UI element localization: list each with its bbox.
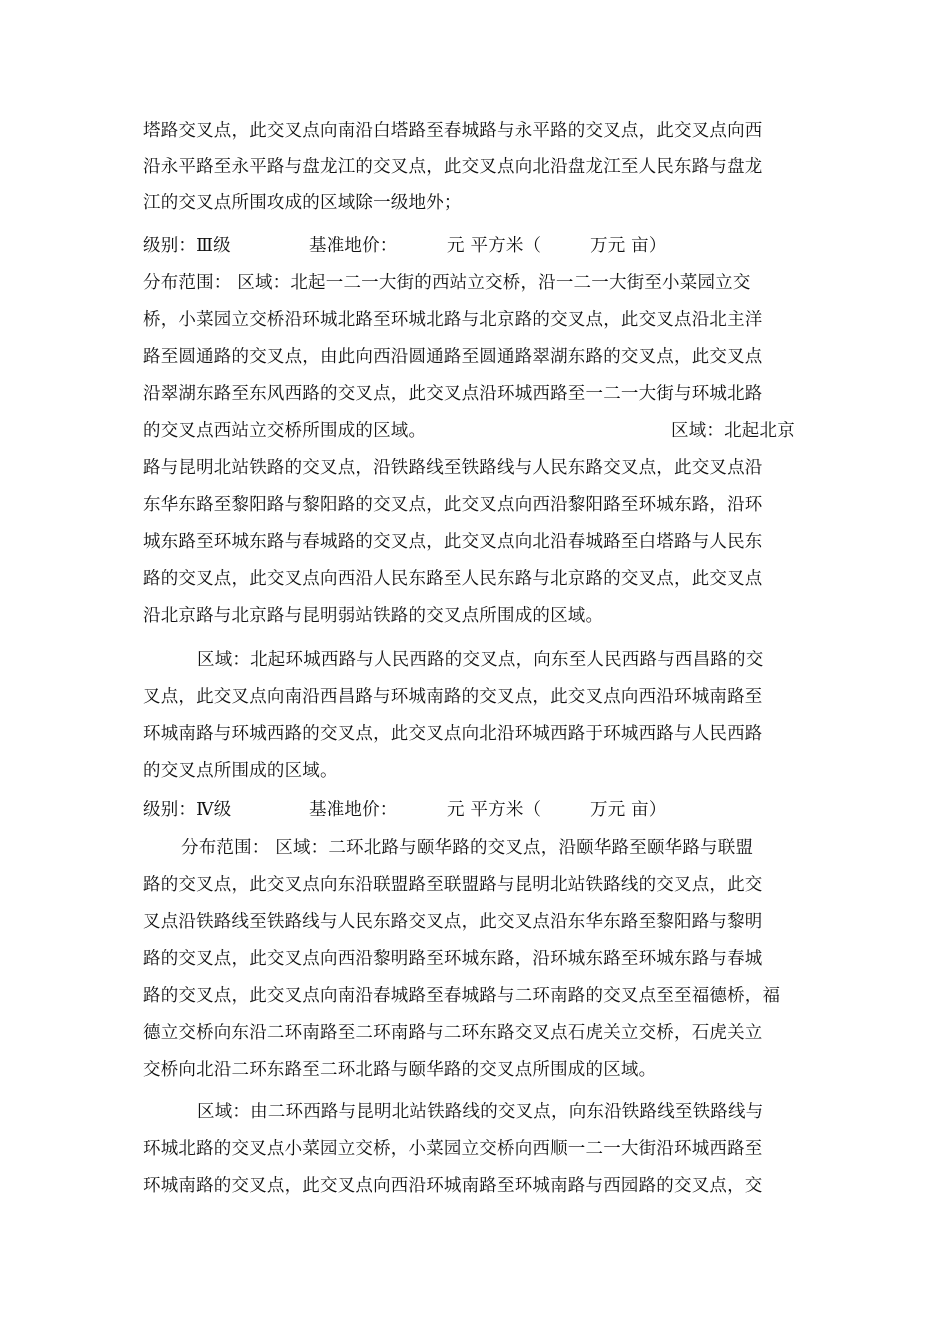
text-line: 区域：北起环城西路与人民西路的交叉点，向东至人民西路与西昌路的交 [197, 650, 764, 670]
text-line: 的交叉点所围成的区域。 [143, 761, 338, 781]
text-line: 路至圆通路的交叉点，由此向西沿圆通路至圆通路翠湖东路的交叉点，此交叉点 [143, 347, 763, 367]
price-unit-sqm: 元 平方米（ [447, 236, 542, 256]
text-line: 叉点沿铁路线至铁路线与人民东路交叉点，此交叉点沿东华东路至黎阳路与黎明 [143, 912, 763, 932]
text-line: 沿北京路与北京路与昆明弱站铁路的交叉点所围成的区域。 [143, 606, 604, 626]
text-line: 区域：北起北京 [671, 421, 795, 441]
text-line: 环城南路的交叉点，此交叉点向西沿环城南路至环城南路与西园路的交叉点，交 [143, 1176, 763, 1196]
text-line: 塔路交叉点，此交叉点向南沿白塔路至春城路与永平路的交叉点，此交叉点向西 [143, 121, 763, 141]
text-line: 的交叉点西站立交桥所围成的区域。 [143, 421, 427, 441]
text-line: 德立交桥向东沿二环南路至二环南路与二环东路交叉点石虎关立交桥，石虎关立 [143, 1023, 763, 1043]
text-line: 路的交叉点，此交叉点向西沿人民东路至人民东路与北京路的交叉点，此交叉点 [143, 569, 763, 589]
text-line: 东华东路至黎阳路与黎阳路的交叉点，此交叉点向西沿黎阳路至环城东路，沿环 [143, 495, 763, 515]
text-line: 分布范围： 区域：北起一二一大街的西站立交桥，沿一二一大街至小菜园立交 [143, 273, 751, 293]
base-price-label: 基准地价： [309, 800, 398, 820]
text-line: 环城北路的交叉点小菜园立交桥，小菜园立交桥向西顺一二一大街沿环城西路至 [143, 1139, 763, 1159]
text-line: 沿翠湖东路至东风西路的交叉点，此交叉点沿环城西路至一二一大街与环城北路 [143, 384, 763, 404]
text-line: 桥，小菜园立交桥沿环城北路至环城北路与北京路的交叉点，此交叉点沿北主洋 [143, 310, 763, 330]
text-line: 路的交叉点，此交叉点向东沿联盟路至联盟路与昆明北站铁路线的交叉点，此交 [143, 875, 763, 895]
level-label: 级别：Ⅲ级 [143, 236, 231, 256]
text-line: 环城南路与环城西路的交叉点，此交叉点向北沿环城西路于环城西路与人民西路 [143, 724, 763, 744]
text-line: 路与昆明北站铁路的交叉点，沿铁路线至铁路线与人民东路交叉点，此交叉点沿 [143, 458, 763, 478]
text-line: 江的交叉点所围攻成的区域除一级地外； [143, 193, 462, 213]
text-line: 城东路至环城东路与春城路的交叉点，此交叉点向北沿春城路至白塔路与人民东 [143, 532, 763, 552]
text-line: 区域：由二环西路与昆明北站铁路线的交叉点，向东沿铁路线至铁路线与 [197, 1102, 764, 1122]
base-price-label: 基准地价： [309, 236, 398, 256]
text-line: 路的交叉点，此交叉点向西沿黎明路至环城东路，沿环城东路至环城东路与春城 [143, 949, 763, 969]
text-line: 分布范围： 区域：二环北路与颐华路的交叉点，沿颐华路至颐华路与联盟 [181, 838, 754, 858]
text-line: 交桥向北沿二环东路至二环北路与颐华路的交叉点所围成的区域。 [143, 1060, 657, 1080]
text-line: 叉点，此交叉点向南沿西昌路与环城南路的交叉点，此交叉点向西沿环城南路至 [143, 687, 763, 707]
price-unit-mu: 万元 亩） [590, 800, 667, 820]
text-line: 沿永平路至永平路与盘龙江的交叉点，此交叉点向北沿盘龙江至人民东路与盘龙 [143, 157, 763, 177]
text-line: 路的交叉点，此交叉点向南沿春城路至春城路与二环南路的交叉点至至福德桥，福 [143, 986, 781, 1006]
price-unit-sqm: 元 平方米（ [447, 800, 542, 820]
level-label: 级别：Ⅳ级 [143, 800, 232, 820]
price-unit-mu: 万元 亩） [590, 236, 667, 256]
